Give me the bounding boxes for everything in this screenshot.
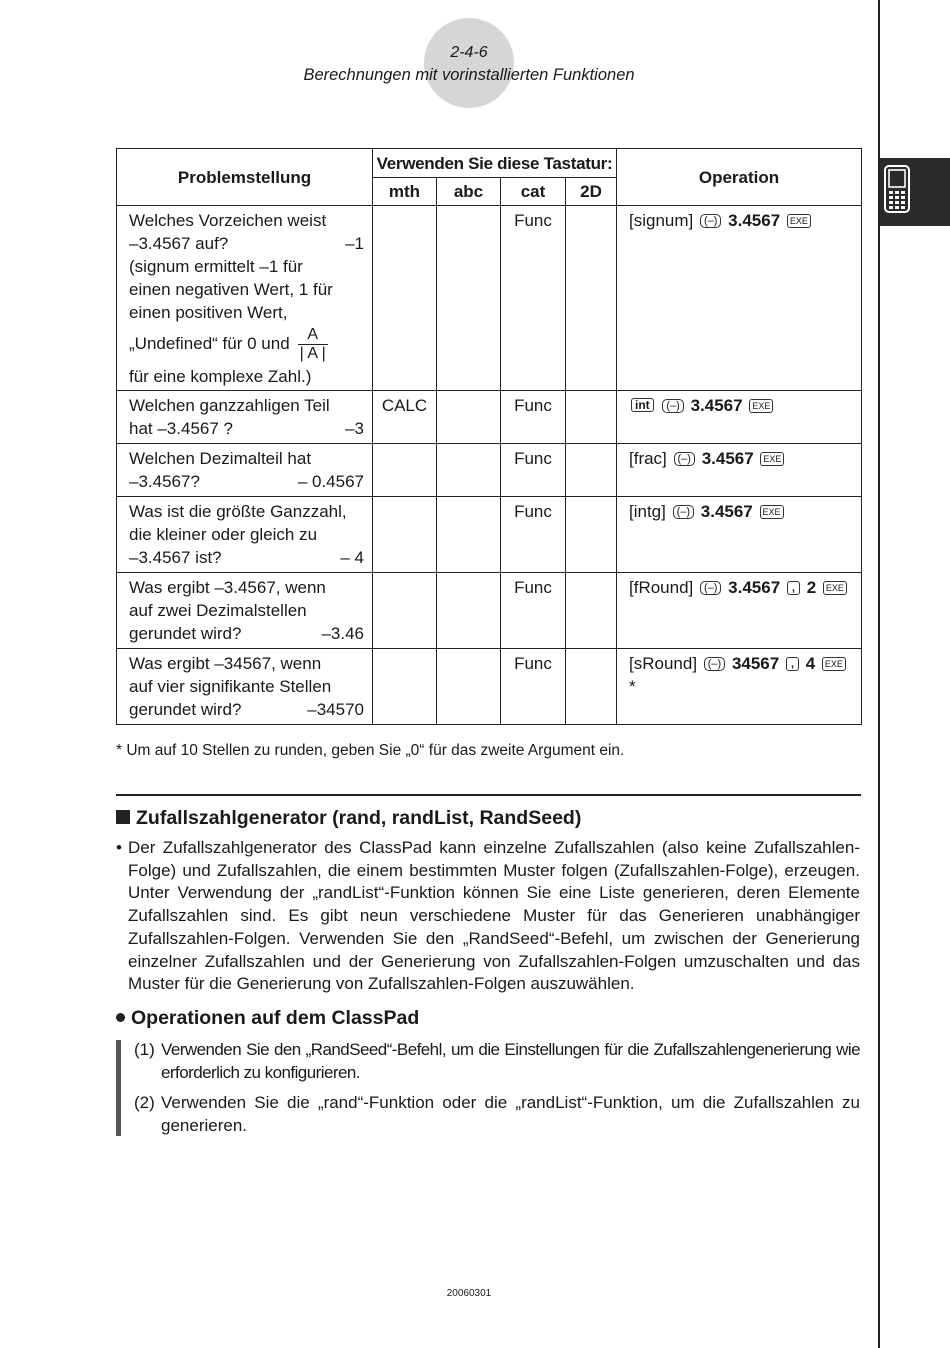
- page-number: 2-4-6: [450, 44, 488, 61]
- steps-side-bar: [116, 1040, 121, 1136]
- operation-text: [intg]: [629, 502, 671, 521]
- step-text: Verwenden Sie den „RandSeed“-Befehl, um die Einstellungen für die Zufallszahlengenerierung wie erforderlich zu konfigurieren.: [161, 1040, 860, 1082]
- problem-text: einen negativen Wert, 1 für: [129, 280, 333, 299]
- problem-cell: [117, 391, 373, 444]
- bullet-icon: •: [116, 838, 122, 857]
- header-operation: Operation: [617, 149, 862, 206]
- operation-cell: [617, 573, 862, 649]
- problem-line: [129, 209, 364, 232]
- step-item: [134, 1038, 860, 1084]
- operations-table: [116, 148, 862, 725]
- operation-text: [fRound]: [629, 578, 698, 597]
- problem-text: Was ergibt –34567, wenn: [129, 654, 322, 673]
- paragraph-text: Der Zufallszahlgenerator des ClassPad kann einzelne Zufallszahlen (also keine Zufallszahlen-Folge) und Zufallszahlen, die einem bestimmten Muster folgen (Zufallszahlen-Folge), erzeugen. Unter Verwendung der „randList“-Funktion können Sie eine Liste generieren, deren Elemente Zufallszahlen sind. Es gibt neun verschiedene Muster für das Generieren unabhängiger Zufallszahlen-Folgen. Verwenden Sie den „RandSeed“-Befehl, um zwischen der Generierung einzelner Zufallszahlen und der Generierung von Zufallszahlen-Folgen umzuschalten und das Muster für die Generierung von Zufallszahlen-Folgen auszuwählen.: [128, 838, 860, 994]
- key-cell-cat: Func: [501, 649, 566, 725]
- problem-text: gerundet wird?: [129, 624, 242, 643]
- operation-cell: [617, 391, 862, 444]
- table-row: [117, 444, 862, 497]
- key-cell-cat: Func: [501, 391, 566, 444]
- problem-line: [129, 599, 364, 622]
- problem-line: [129, 500, 364, 523]
- problem-line: [129, 417, 364, 440]
- step-number: (1): [134, 1040, 155, 1059]
- page-title: Berechnungen mit vorinstallierten Funktionen: [303, 66, 635, 84]
- operation-cell: [617, 649, 862, 725]
- subsection-title: Operationen auf dem ClassPad: [131, 1007, 420, 1029]
- problem-text: die kleiner oder gleich zu: [129, 525, 318, 544]
- exe-key-icon: EXE: [787, 214, 811, 228]
- problem-text: Welchen Dezimalteil hat: [129, 449, 312, 468]
- problem-cell: [117, 206, 373, 391]
- key-cell-abc: [437, 649, 501, 725]
- problem-line: [129, 622, 364, 645]
- key-cell-mth: [373, 649, 437, 725]
- key-cell-cat: Func: [501, 497, 566, 573]
- problem-text: gerundet wird?: [129, 700, 242, 719]
- problem-cell: [117, 444, 373, 497]
- problem-text: „Undefined“ für 0 und: [129, 333, 290, 353]
- key-cell-abc: [437, 206, 501, 391]
- header-key-mth: mth: [373, 178, 437, 206]
- header-problem: Problemstellung: [117, 149, 373, 206]
- chapter-tab: [880, 158, 950, 226]
- exe-key-icon: EXE: [760, 452, 784, 466]
- negative-key-icon: (–): [674, 452, 695, 466]
- fraction-line: [129, 326, 364, 363]
- step-number: (2): [134, 1093, 155, 1112]
- header-key-cat: cat: [501, 178, 566, 206]
- fraction: [298, 326, 328, 363]
- key-cell-mth: [373, 206, 437, 391]
- key-cell-mth: CALC: [373, 391, 437, 444]
- negative-key-icon: (–): [662, 399, 683, 413]
- problem-line: [129, 576, 364, 599]
- problem-line: [129, 546, 364, 569]
- problem-line: [129, 394, 364, 417]
- step-item: [134, 1091, 860, 1137]
- problem-text: Was ist die größte Ganzzahl,: [129, 502, 347, 521]
- steps-list: [134, 1038, 860, 1144]
- problem-line: [129, 470, 364, 493]
- operation-value: 3.4567: [723, 211, 785, 230]
- exe-key-icon: EXE: [822, 657, 846, 671]
- step-text: Verwenden Sie die „rand“-Funktion oder die „randList“-Funktion, um die Zufallszahlen zu generieren.: [161, 1093, 860, 1135]
- table-row: [117, 649, 862, 725]
- key-cell-cat: Func: [501, 206, 566, 391]
- exe-key-icon: EXE: [823, 581, 847, 595]
- operation-value: 3.4567: [696, 502, 758, 521]
- key-cell-2d: [566, 444, 617, 497]
- operation-value: 4: [801, 654, 820, 673]
- operation-value: 3.4567: [685, 396, 748, 415]
- comma-key-icon: ,: [787, 581, 800, 595]
- footnote: * Um auf 10 Stellen zu runden, geben Sie „0“ für das zweite Argument ein.: [116, 742, 625, 759]
- key-cell-2d: [566, 391, 617, 444]
- operation-value: 3.4567: [696, 449, 759, 468]
- comma-key-icon: ,: [786, 657, 799, 671]
- problem-text: –3.4567?: [129, 472, 200, 491]
- header-keyboard: Verwenden Sie diese Tastatur:: [373, 149, 617, 178]
- problem-text: –3.4567 ist?: [129, 548, 222, 567]
- footer-code: 20060301: [446, 1288, 492, 1299]
- problem-result: –1: [345, 234, 364, 253]
- section-title: Zufallszahlgenerator (rand, randList, RandSeed): [136, 807, 582, 829]
- problem-result: –34570: [307, 700, 364, 719]
- exe-key-icon: EXE: [749, 399, 773, 413]
- header-circle: [424, 18, 514, 108]
- problem-text: auf zwei Dezimalstellen: [129, 601, 307, 620]
- fraction-numerator: A: [298, 326, 328, 345]
- int-key-icon: int: [631, 398, 654, 412]
- table-row: [117, 391, 862, 444]
- operation-text: *: [629, 677, 636, 696]
- operation-text: [frac]: [629, 449, 672, 468]
- problem-line: [129, 698, 364, 721]
- header-key-abc: abc: [437, 178, 501, 206]
- table-row: [117, 206, 862, 391]
- problem-cell: [117, 497, 373, 573]
- negative-key-icon: (–): [704, 657, 725, 671]
- section-divider: [116, 794, 861, 796]
- problem-text: einen positiven Wert,: [129, 303, 288, 322]
- key-cell-abc: [437, 497, 501, 573]
- calculator-icon: [884, 165, 910, 213]
- operation-cell: [617, 444, 862, 497]
- problem-line: [129, 523, 364, 546]
- key-cell-mth: [373, 497, 437, 573]
- operation-text: [signum]: [629, 211, 698, 230]
- operation-cell: [617, 497, 862, 573]
- operation-text: [656, 396, 661, 415]
- fraction-denominator: | A |: [299, 345, 326, 362]
- key-cell-mth: [373, 444, 437, 497]
- problem-text: Welchen ganzzahligen Teil: [129, 396, 330, 415]
- problem-text: Welches Vorzeichen weist: [129, 211, 327, 230]
- key-cell-2d: [566, 497, 617, 573]
- operation-value: 3.4567: [723, 578, 785, 597]
- operation-cell: [617, 206, 862, 391]
- problem-text: (signum ermittelt –1 für: [129, 257, 303, 276]
- key-cell-abc: [437, 391, 501, 444]
- problem-line: [129, 652, 364, 675]
- round-bullet-icon: [116, 1013, 125, 1022]
- negative-key-icon: (–): [700, 581, 721, 595]
- problem-result: –3: [345, 419, 364, 438]
- section-heading: [116, 807, 581, 830]
- key-cell-2d: [566, 649, 617, 725]
- operation-value: 2: [801, 578, 821, 597]
- problem-line: [129, 278, 364, 301]
- section-paragraph: [116, 837, 860, 996]
- key-cell-2d: [566, 573, 617, 649]
- header-key-2d: 2D: [566, 178, 617, 206]
- key-cell-cat: Func: [501, 444, 566, 497]
- problem-line: [129, 255, 364, 278]
- problem-text: hat –3.4567 ?: [129, 419, 233, 438]
- problem-line: [129, 447, 364, 470]
- problem-text: auf vier signifikante Stellen: [129, 677, 332, 696]
- problem-line: für eine komplexe Zahl.): [129, 367, 312, 386]
- negative-key-icon: (–): [673, 505, 694, 519]
- subsection-heading: [116, 1007, 419, 1030]
- square-bullet-icon: [116, 810, 130, 824]
- problem-result: –3.46: [321, 624, 364, 643]
- exe-key-icon: EXE: [760, 505, 784, 519]
- problem-text: –3.4567 auf?: [129, 234, 229, 253]
- key-cell-cat: Func: [501, 573, 566, 649]
- problem-cell: [117, 573, 373, 649]
- problem-result: – 0.4567: [297, 472, 364, 491]
- key-cell-mth: [373, 573, 437, 649]
- operation-value: 34567: [727, 654, 784, 673]
- negative-key-icon: (–): [700, 214, 721, 228]
- problem-line: [129, 301, 364, 324]
- problem-result: – 4: [340, 548, 364, 567]
- operation-text: [sRound]: [629, 654, 702, 673]
- problem-cell: [117, 649, 373, 725]
- problem-line: [129, 675, 364, 698]
- key-cell-abc: [437, 444, 501, 497]
- table-row: [117, 497, 862, 573]
- key-cell-abc: [437, 573, 501, 649]
- key-cell-2d: [566, 206, 617, 391]
- problem-text: Was ergibt –3.4567, wenn: [129, 578, 326, 597]
- problem-line: [129, 232, 364, 255]
- table-row: [117, 573, 862, 649]
